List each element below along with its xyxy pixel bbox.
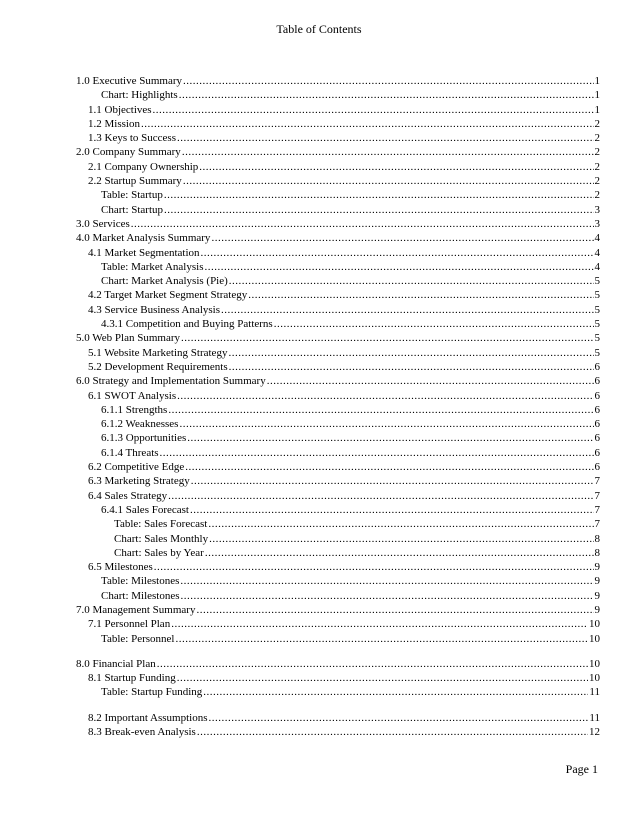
toc-dot-leader bbox=[229, 274, 594, 288]
toc-entry-page: 12 bbox=[589, 726, 600, 739]
toc-entry-label: 6.1.1 Strengths bbox=[101, 403, 168, 416]
toc-dot-leader bbox=[182, 145, 594, 159]
toc-entry[interactable] bbox=[76, 88, 600, 102]
toc-entry-page: 9 bbox=[594, 603, 600, 616]
toc-entry-page: 8 bbox=[594, 546, 600, 559]
toc-entry-page: 2 bbox=[594, 132, 600, 145]
toc-entry[interactable] bbox=[76, 145, 600, 159]
toc-dot-leader bbox=[171, 617, 588, 631]
toc-entry-page: 2 bbox=[594, 189, 600, 202]
toc-entry-page: 7 bbox=[594, 489, 600, 502]
toc-entry[interactable] bbox=[76, 331, 600, 345]
toc-dot-leader bbox=[160, 446, 594, 460]
toc-dot-leader bbox=[185, 460, 593, 474]
toc-entry-page: 5 bbox=[594, 303, 600, 316]
toc-entry[interactable] bbox=[76, 532, 600, 546]
toc-entry-page: 11 bbox=[589, 711, 600, 724]
toc-entry[interactable] bbox=[76, 103, 600, 117]
toc-entry-page: 6 bbox=[594, 375, 600, 388]
toc-entry[interactable] bbox=[76, 603, 600, 617]
toc-entry-label: 6.1.4 Threats bbox=[101, 446, 159, 459]
toc-dot-leader bbox=[205, 260, 594, 274]
toc-entry[interactable] bbox=[76, 725, 600, 739]
page-title: Table of Contents bbox=[276, 22, 362, 36]
toc-entry-page: 5 bbox=[594, 332, 600, 345]
toc-entry-page: 5 bbox=[594, 346, 600, 359]
toc-dot-leader bbox=[274, 317, 594, 331]
toc-dot-leader bbox=[177, 389, 593, 403]
toc-entry-label: 8.3 Break-even Analysis bbox=[88, 726, 196, 739]
toc-dot-leader bbox=[203, 685, 588, 699]
toc-dot-leader bbox=[199, 160, 593, 174]
toc-entry-label: 6.0 Strategy and Implementation Summary bbox=[76, 375, 266, 388]
toc-entry-page: 6 bbox=[594, 389, 600, 402]
toc-entry[interactable] bbox=[76, 503, 600, 517]
toc-entry-page: 6 bbox=[594, 461, 600, 474]
toc-entry[interactable] bbox=[76, 632, 600, 646]
toc-dot-leader bbox=[180, 574, 593, 588]
toc-entry-page: 6 bbox=[594, 418, 600, 431]
toc-dot-leader bbox=[221, 303, 594, 317]
toc-entry-page: 6 bbox=[594, 403, 600, 416]
toc-entry-label: 6.4.1 Sales Forecast bbox=[101, 503, 189, 516]
toc-entry[interactable] bbox=[76, 288, 600, 302]
toc-dot-leader bbox=[187, 431, 593, 445]
toc-entry-label: 3.0 Services bbox=[76, 217, 130, 230]
toc-entry-label: Table: Personnel bbox=[101, 632, 175, 645]
toc-entry[interactable] bbox=[76, 117, 600, 131]
toc-entry-page: 5 bbox=[594, 275, 600, 288]
toc-entry[interactable] bbox=[76, 74, 600, 88]
toc-entry-label: 6.3 Marketing Strategy bbox=[88, 475, 190, 488]
toc-entry[interactable] bbox=[76, 389, 600, 403]
toc-entry[interactable] bbox=[76, 174, 600, 188]
toc-dot-leader bbox=[131, 217, 594, 231]
toc-dot-leader bbox=[211, 231, 593, 245]
toc-entry-page: 2 bbox=[594, 146, 600, 159]
toc-dot-leader bbox=[181, 331, 593, 345]
toc-entry[interactable] bbox=[76, 671, 600, 685]
toc-entry[interactable] bbox=[76, 560, 600, 574]
toc-dot-leader bbox=[208, 711, 588, 725]
toc-entry-page: 6 bbox=[594, 432, 600, 445]
toc-entry[interactable] bbox=[76, 160, 600, 174]
toc-entry-page: 1 bbox=[594, 89, 600, 102]
toc-entry-page: 10 bbox=[589, 632, 600, 645]
toc-entry-label: 8.2 Important Assumptions bbox=[88, 711, 208, 724]
toc-entry[interactable] bbox=[76, 217, 600, 231]
toc-entry[interactable] bbox=[76, 589, 600, 603]
toc-entry-page: 5 bbox=[594, 289, 600, 302]
toc-entry-page: 7 bbox=[594, 503, 600, 516]
toc-dot-leader bbox=[179, 417, 593, 431]
toc-entry[interactable] bbox=[76, 711, 600, 725]
toc-entry-label: 6.4 Sales Strategy bbox=[88, 489, 168, 502]
toc-entry-label: 4.3 Service Business Analysis bbox=[88, 303, 220, 316]
toc-dot-leader bbox=[177, 671, 588, 685]
toc-dot-leader bbox=[153, 103, 594, 117]
toc-entry-label: Table: Market Analysis bbox=[101, 260, 204, 273]
toc-dot-leader bbox=[208, 517, 593, 531]
toc-entry-label: 6.5 Milestones bbox=[88, 561, 153, 574]
toc-entry-page: 2 bbox=[594, 160, 600, 173]
toc-entry-page: 4 bbox=[594, 260, 600, 273]
table-of-contents bbox=[76, 74, 600, 739]
toc-entry-label: 7.0 Management Summary bbox=[76, 603, 196, 616]
toc-dot-leader bbox=[179, 88, 594, 102]
toc-entry-page: 9 bbox=[594, 575, 600, 588]
toc-entry-page: 10 bbox=[589, 672, 600, 685]
toc-entry-label: 2.2 Startup Summary bbox=[88, 175, 182, 188]
toc-entry[interactable] bbox=[76, 303, 600, 317]
toc-entry-label: Chart: Sales by Year bbox=[114, 546, 204, 559]
toc-entry-page: 11 bbox=[589, 686, 600, 699]
toc-entry-label: 1.1 Objectives bbox=[88, 103, 152, 116]
toc-entry-label: Table: Startup bbox=[101, 189, 163, 202]
toc-entry[interactable] bbox=[76, 274, 600, 288]
toc-entry-page: 3 bbox=[594, 217, 600, 230]
toc-dot-leader bbox=[164, 188, 594, 202]
toc-dot-leader bbox=[175, 632, 588, 646]
toc-dot-leader bbox=[228, 346, 593, 360]
toc-entry-label: 6.1.3 Opportunities bbox=[101, 432, 187, 445]
toc-entry[interactable] bbox=[76, 403, 600, 417]
toc-entry-label: Chart: Highlights bbox=[101, 89, 178, 102]
toc-entry-label: Table: Milestones bbox=[101, 575, 180, 588]
toc-entry-label: 8.1 Startup Funding bbox=[88, 672, 176, 685]
toc-entry[interactable] bbox=[76, 446, 600, 460]
toc-entry-label: Chart: Milestones bbox=[101, 589, 180, 602]
toc-dot-leader bbox=[209, 532, 593, 546]
toc-dot-leader bbox=[190, 503, 594, 517]
toc-entry[interactable] bbox=[76, 246, 600, 260]
toc-entry-page: 4 bbox=[594, 232, 600, 245]
toc-entry-label: 4.0 Market Analysis Summary bbox=[76, 232, 211, 245]
toc-entry[interactable] bbox=[76, 317, 600, 331]
toc-entry-page: 2 bbox=[594, 175, 600, 188]
toc-entry[interactable] bbox=[76, 188, 600, 202]
toc-entry-label: 7.1 Personnel Plan bbox=[88, 618, 171, 631]
toc-entry-label: 6.2 Competitive Edge bbox=[88, 461, 185, 474]
toc-entry[interactable] bbox=[76, 260, 600, 274]
toc-entry-page: 5 bbox=[594, 318, 600, 331]
toc-dot-leader bbox=[157, 657, 588, 671]
toc-dot-leader bbox=[181, 589, 594, 603]
toc-entry-label: Chart: Sales Monthly bbox=[114, 532, 209, 545]
toc-entry-label: 5.0 Web Plan Summary bbox=[76, 332, 181, 345]
toc-dot-leader bbox=[183, 174, 594, 188]
toc-entry[interactable] bbox=[76, 617, 600, 631]
toc-entry-label: 8.0 Financial Plan bbox=[76, 657, 156, 670]
toc-entry-label: 5.2 Development Requirements bbox=[88, 360, 228, 373]
toc-entry-label: Table: Startup Funding bbox=[101, 686, 203, 699]
toc-dot-leader bbox=[229, 360, 594, 374]
toc-entry-page: 2 bbox=[594, 117, 600, 130]
toc-entry-label: Chart: Startup bbox=[101, 203, 164, 216]
toc-entry-page: 1 bbox=[594, 103, 600, 116]
toc-entry-label: Chart: Market Analysis (Pie) bbox=[101, 275, 228, 288]
toc-entry-label: 1.3 Keys to Success bbox=[88, 132, 176, 145]
toc-dot-leader bbox=[201, 246, 594, 260]
toc-entry-page: 10 bbox=[589, 618, 600, 631]
toc-dot-leader bbox=[248, 288, 593, 302]
toc-entry-label: 2.0 Company Summary bbox=[76, 146, 181, 159]
toc-dot-leader bbox=[164, 203, 593, 217]
toc-entry[interactable] bbox=[76, 574, 600, 588]
toc-dot-leader bbox=[196, 603, 593, 617]
toc-entry[interactable] bbox=[76, 374, 600, 388]
toc-entry-label: 4.1 Market Segmentation bbox=[88, 246, 200, 259]
toc-entry-page: 8 bbox=[594, 532, 600, 545]
toc-dot-leader bbox=[168, 489, 593, 503]
toc-entry-page: 1 bbox=[594, 75, 600, 87]
toc-dot-leader bbox=[267, 374, 594, 388]
toc-entry-label: 4.2 Target Market Segment Strategy bbox=[88, 289, 248, 302]
toc-entry[interactable] bbox=[76, 657, 600, 671]
toc-entry-label: 1.2 Mission bbox=[88, 117, 140, 130]
toc-entry-page: 3 bbox=[594, 203, 600, 216]
toc-entry[interactable] bbox=[76, 203, 600, 217]
toc-entry[interactable] bbox=[76, 417, 600, 431]
toc-entry-page: 6 bbox=[594, 360, 600, 373]
toc-dot-leader bbox=[197, 725, 588, 739]
toc-entry-label: 2.1 Company Ownership bbox=[88, 160, 199, 173]
toc-entry-page: 10 bbox=[589, 657, 600, 670]
toc-entry-page: 9 bbox=[594, 561, 600, 574]
toc-dot-leader bbox=[141, 117, 594, 131]
toc-entry[interactable] bbox=[76, 685, 600, 699]
toc-entry[interactable] bbox=[76, 360, 600, 374]
toc-dot-leader bbox=[191, 474, 594, 488]
toc-entry[interactable] bbox=[76, 489, 600, 503]
toc-dot-leader bbox=[183, 74, 593, 88]
toc-entry-label: 6.1 SWOT Analysis bbox=[88, 389, 177, 402]
toc-entry[interactable] bbox=[76, 474, 600, 488]
toc-entry-label: 1.0 Executive Summary bbox=[76, 75, 183, 87]
toc-entry-page: 7 bbox=[594, 475, 600, 488]
toc-entry-page: 4 bbox=[594, 246, 600, 259]
toc-entry-label: Table: Sales Forecast bbox=[114, 518, 208, 531]
toc-entry[interactable] bbox=[76, 546, 600, 560]
toc-entry[interactable] bbox=[76, 460, 600, 474]
toc-entry[interactable] bbox=[76, 346, 600, 360]
toc-entry[interactable] bbox=[76, 517, 600, 531]
toc-entry-page: 6 bbox=[594, 446, 600, 459]
toc-entry-label: 6.1.2 Weaknesses bbox=[101, 418, 179, 431]
toc-entry-label: 4.3.1 Competition and Buying Patterns bbox=[101, 318, 273, 331]
toc-entry-page: 7 bbox=[594, 518, 600, 531]
toc-dot-leader bbox=[154, 560, 594, 574]
toc-entry-page: 9 bbox=[594, 589, 600, 602]
toc-entry-label: 5.1 Website Marketing Strategy bbox=[88, 346, 228, 359]
toc-dot-leader bbox=[177, 131, 594, 145]
page-number: Page 1 bbox=[565, 762, 598, 776]
toc-entry[interactable] bbox=[76, 231, 600, 245]
toc-dot-leader bbox=[205, 546, 594, 560]
toc-dot-leader bbox=[168, 403, 593, 417]
toc-entry[interactable] bbox=[76, 131, 600, 145]
toc-entry[interactable] bbox=[76, 431, 600, 445]
